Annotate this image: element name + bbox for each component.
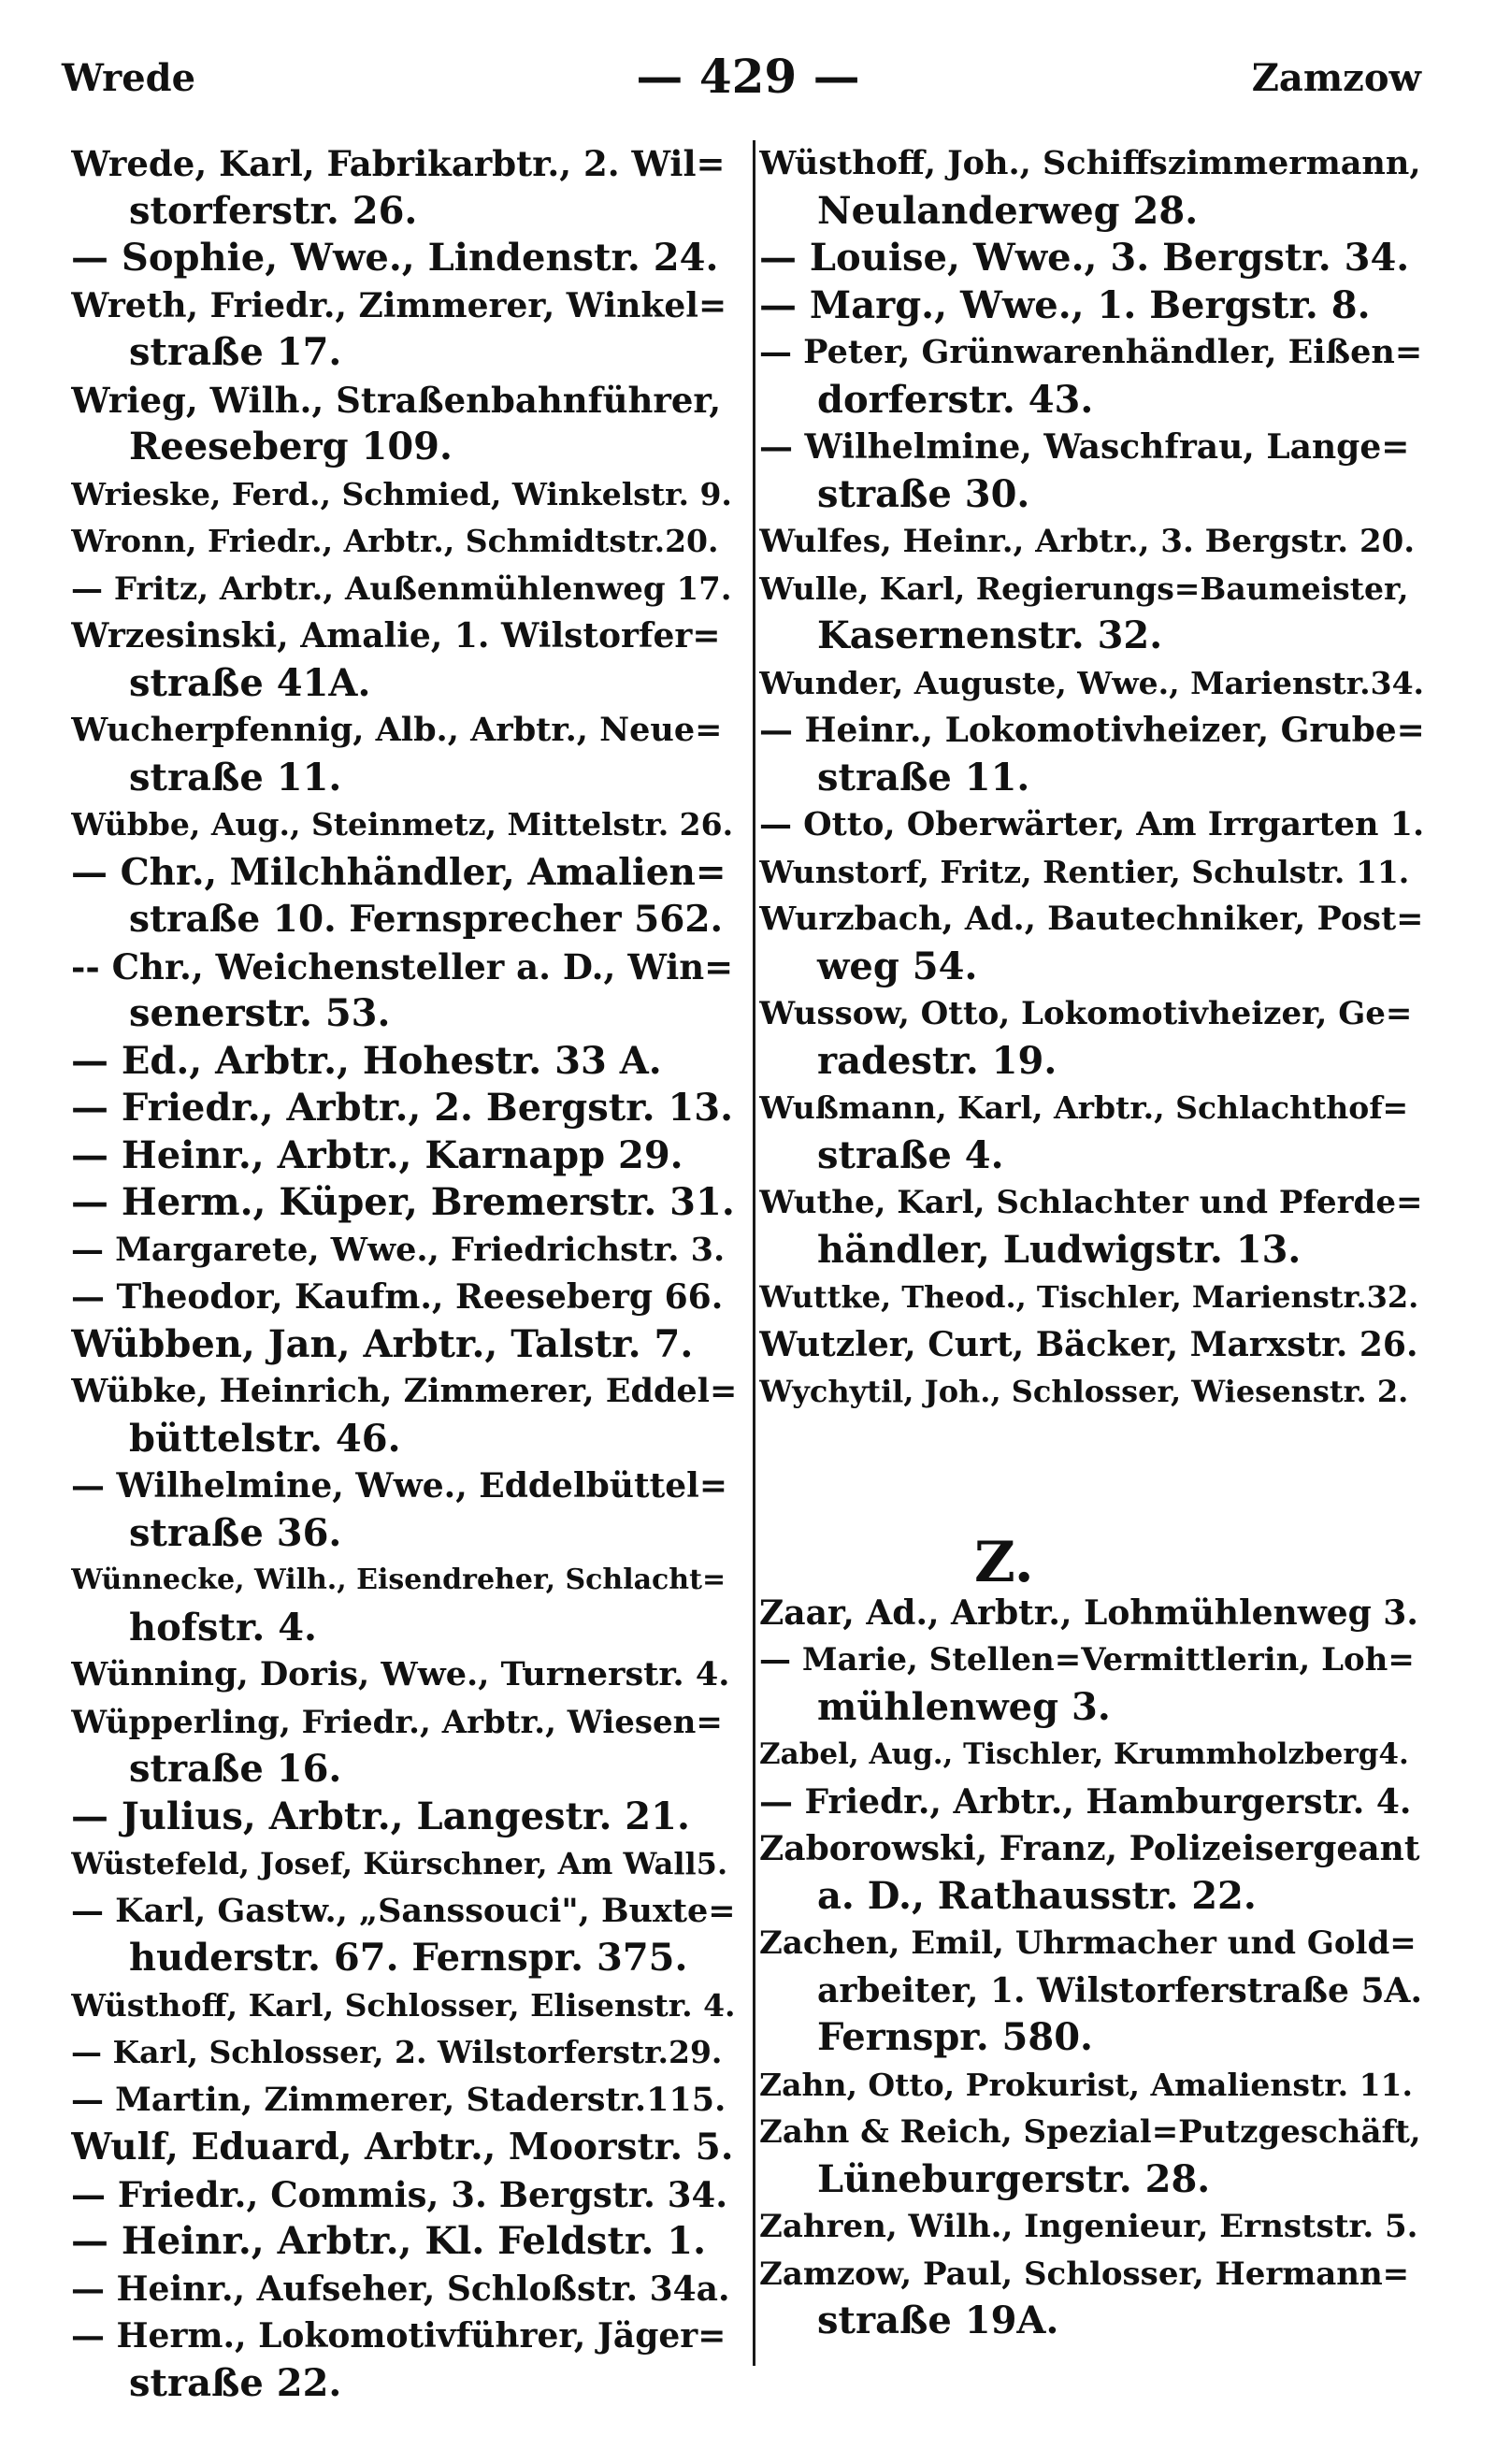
directory-entry-line: händler, Ludwigstr. 13. — [817, 1227, 1302, 1272]
directory-entry-line: — Ed., Arbtr., Hohestr. 33 A. — [71, 1038, 662, 1083]
directory-entry-line: weg 54. — [817, 944, 978, 988]
right-column — [759, 140, 1425, 2345]
directory-entry-line: Wussow, Otto, Lokomotivheizer, Ge= — [759, 995, 1413, 1032]
directory-entry-line: Neulanderweg 28. — [817, 188, 1199, 233]
directory-entry-line: Wuttke, Theod., Tischler, Marienstr.32. — [759, 1279, 1419, 1315]
directory-entry-line: — Friedr., Commis, 3. Bergstr. 34. — [71, 2173, 728, 2215]
directory-entry-line: Wußmann, Karl, Arbtr., Schlachthof= — [759, 1089, 1409, 1126]
directory-entry-line: Zaar, Ad., Arbtr., Lohmühlenweg 3. — [759, 1592, 1418, 1633]
directory-entry-line: Wulf, Eduard, Arbtr., Moorstr. 5. — [71, 2125, 734, 2169]
directory-entry-line: straße 19A. — [817, 2298, 1059, 2342]
directory-entry-line: straße 11. — [129, 755, 342, 800]
directory-entry-line: — Karl, Schlosser, 2. Wilstorferstr.29. — [71, 2034, 723, 2070]
directory-entry-line: straße 17. — [129, 330, 342, 374]
directory-entry-line: — Martin, Zimmerer, Staderstr.115. — [71, 2080, 726, 2119]
directory-entry-line: Wulfes, Heinr., Arbtr., 3. Bergstr. 20. — [759, 523, 1416, 560]
running-head-right: Zamzow — [1251, 56, 1421, 100]
directory-entry-line: büttelstr. 46. — [129, 1416, 401, 1461]
directory-entry-line: straße 4. — [817, 1132, 1004, 1177]
directory-entry-line: Zahn, Otto, Prokurist, Amalienstr. 11. — [759, 2066, 1413, 2103]
directory-entry-line: Wübben, Jan, Arbtr., Talstr. 7. — [71, 1321, 694, 1366]
directory-entry-line: — Margarete, Wwe., Friedrichstr. 3. — [71, 1230, 726, 1269]
directory-entry-line: radestr. 19. — [817, 1038, 1057, 1083]
directory-entry-line: — Wilhelmine, Wwe., Eddelbüttel= — [71, 1466, 727, 1506]
directory-entry-line: — Heinr., Lokomotivheizer, Grube= — [759, 711, 1425, 750]
directory-entry-line: Wulle, Karl, Regierungs=Baumeister, — [759, 569, 1409, 607]
directory-entry-line: Reeseberg 109. — [129, 425, 453, 468]
directory-entry-line: — Louise, Wwe., 3. Bergstr. 34. — [759, 236, 1410, 280]
directory-entry-line: hofstr. 4. — [129, 1605, 317, 1650]
directory-entry-line: Zabel, Aug., Tischler, Krummholzberg4. — [759, 1737, 1409, 1771]
section-letter: Z. — [974, 1529, 1034, 1595]
directory-entry-line: mühlenweg 3. — [817, 1684, 1111, 1729]
directory-entry-line: Wunder, Auguste, Wwe., Marienstr.34. — [759, 664, 1425, 701]
directory-entry-line: — Herm., Lokomotivführer, Jäger= — [71, 2316, 726, 2356]
directory-entry-line: Wüstefeld, Josef, Kürschner, Am Wall5. — [71, 1846, 728, 1881]
directory-entry-line: senerstr. 53. — [129, 991, 391, 1035]
directory-entry-line: Zahren, Wilh., Ingenieur, Ernststr. 5. — [759, 2208, 1418, 2245]
directory-entry-line: — Friedr., Arbtr., Hamburgerstr. 4. — [759, 1781, 1412, 1822]
directory-entry-line: Kasernenstr. 32. — [817, 613, 1163, 657]
directory-entry-line: — Peter, Grünwarenhändler, Eißen= — [759, 333, 1423, 371]
directory-entry-line: Wrieske, Ferd., Schmied, Winkelstr. 9. — [71, 475, 732, 512]
directory-entry-line: — Marie, Stellen=Vermittlerin, Loh= — [759, 1641, 1415, 1679]
directory-entry-line: Zamzow, Paul, Schlosser, Hermann= — [759, 2255, 1410, 2293]
directory-entry-line: straße 11. — [817, 755, 1030, 800]
directory-entry-line: Wübke, Heinrich, Zimmerer, Eddel= — [71, 1372, 737, 1410]
column-divider — [753, 140, 755, 2366]
section-gap — [759, 1416, 1425, 1535]
directory-entry-line: — Wilhelmine, Waschfrau, Lange= — [759, 427, 1410, 467]
directory-entry-line: Wüpperling, Friedr., Arbtr., Wiesen= — [71, 1703, 723, 1741]
directory-entry-line: Wunstorf, Fritz, Rentier, Schulstr. 11. — [759, 853, 1410, 890]
directory-entry-line: — Friedr., Arbtr., 2. Bergstr. 13. — [71, 1086, 734, 1130]
directory-entry-line: Wünning, Doris, Wwe., Turnerstr. 4. — [71, 1655, 730, 1693]
directory-entry-line: Wreth, Friedr., Zimmerer, Winkel= — [71, 285, 727, 325]
directory-entry-line: -- Chr., Weichensteller a. D., Win= — [71, 945, 734, 987]
directory-entry-line: Wrzesinski, Amalie, 1. Wilstorfer= — [71, 616, 721, 656]
directory-entry-line: straße 16. — [129, 1747, 342, 1791]
directory-entry-line: straße 36. — [129, 1510, 342, 1555]
directory-entry-line: straße 10. Fernsprecher 562. — [129, 898, 724, 941]
directory-entry-line: — Heinr., Arbtr., Karnapp 29. — [71, 1132, 683, 1177]
directory-entry-line: storferstr. 26. — [129, 188, 418, 233]
running-head-left: Wrede — [62, 56, 196, 100]
directory-entry-line: dorferstr. 43. — [817, 377, 1094, 422]
directory-entry-line: Wychytil, Joh., Schlosser, Wiesenstr. 2. — [759, 1374, 1409, 1409]
right-column-bottom — [759, 1590, 1425, 2345]
directory-entry-line: Wüsthoff, Karl, Schlosser, Elisenstr. 4. — [71, 1986, 736, 2024]
directory-entry-line: Zachen, Emil, Uhrmacher und Gold= — [759, 1924, 1417, 1962]
right-column-top — [759, 140, 1425, 1416]
directory-entry-line: Wübbe, Aug., Steinmetz, Mittelstr. 26. — [71, 806, 734, 843]
directory-entry-line: Wüsthoff, Joh., Schiffszimmermann, — [759, 144, 1421, 182]
page-number: — 429 — — [636, 49, 860, 104]
directory-entry-line: Wutzler, Curt, Bäcker, Marxstr. 26. — [759, 1324, 1418, 1364]
directory-entry-line: — Theodor, Kaufm., Reeseberg 66. — [71, 1277, 724, 1317]
directory-entry-line: — Marg., Wwe., 1. Bergstr. 8. — [759, 282, 1371, 327]
directory-entry-line: Lüneburgerstr. 28. — [817, 2156, 1211, 2201]
left-column — [71, 140, 737, 2407]
directory-entry-line: Wrieg, Wilh., Straßenbahnführer, — [71, 379, 722, 421]
directory-entry-line: — Heinr., Arbtr., Kl. Feldstr. 1. — [71, 2219, 707, 2263]
directory-entry-line: — Otto, Oberwärter, Am Irrgarten 1. — [759, 805, 1425, 843]
directory-entry-line: — Karl, Gastw., „Sanssouci", Buxte= — [71, 1891, 736, 1930]
directory-entry-line: Zaborowski, Franz, Polizeisergeant — [759, 1829, 1420, 1868]
directory-entry-line: — Chr., Milchhändler, Amalien= — [71, 850, 726, 894]
directory-entry-line: straße 41A. — [129, 660, 371, 705]
directory-entry-line: Wurzbach, Ad., Bautechniker, Post= — [759, 900, 1424, 938]
directory-entry-line: huderstr. 67. Fernspr. 375. — [129, 1936, 688, 1980]
directory-entry-line: Fernspr. 580. — [817, 2015, 1093, 2059]
directory-entry-line: arbeiter, 1. Wilstorferstraße 5A. — [817, 1970, 1422, 2010]
directory-entry-line: — Heinr., Aufseher, Schloßstr. 34a. — [71, 2269, 730, 2309]
directory-entry-line: Wronn, Friedr., Arbtr., Schmidtstr.20. — [71, 523, 719, 559]
directory-entry-line: — Sophie, Wwe., Lindenstr. 24. — [71, 236, 719, 280]
directory-entry-line: Wucherpfennig, Alb., Arbtr., Neue= — [71, 711, 723, 749]
directory-entry-line: Wuthe, Karl, Schlachter und Pferde= — [759, 1184, 1423, 1221]
directory-entry-line: — Herm., Küper, Bremerstr. 31. — [71, 1180, 735, 1224]
directory-entry-line: — Fritz, Arbtr., Außenmühlenweg 17. — [71, 569, 732, 608]
directory-entry-line: straße 30. — [817, 471, 1030, 516]
directory-entry-line: straße 22. — [129, 2360, 342, 2405]
directory-entry-line: Wrede, Karl, Fabrikarbtr., 2. Wil= — [71, 143, 726, 184]
directory-entry-line: — Julius, Arbtr., Langestr. 21. — [71, 1794, 690, 1838]
directory-entry-line: Zahn & Reich, Spezial=Putzgeschäft, — [759, 2113, 1421, 2151]
directory-entry-line: Wünnecke, Wilh., Eisendreher, Schlacht= — [71, 1563, 726, 1596]
directory-entry-line: a. D., Rathausstr. 22. — [817, 1873, 1257, 1918]
